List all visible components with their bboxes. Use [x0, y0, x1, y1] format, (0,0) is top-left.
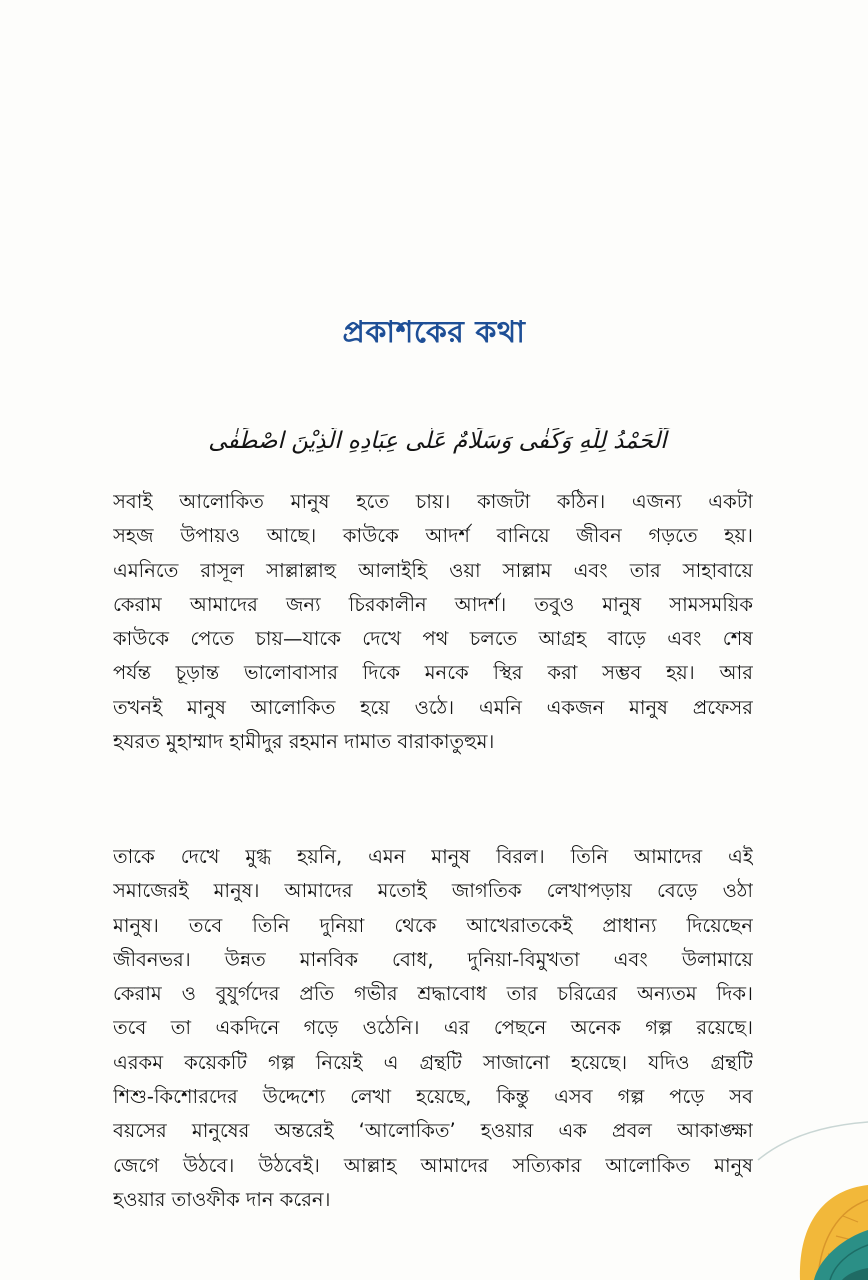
page-title: প্রকাশকের কথা	[342, 315, 526, 350]
text-line: শিশু-কিশোরদের উদ্দেশ্যে লেখা হয়েছে, কিন্তু এসব গল্প পড়ে সব	[113, 1085, 753, 1109]
text-line: হওয়ার তাওফীক দান করেন।	[113, 1187, 331, 1211]
text-line: তবে তা একদিনে গড়ে ওঠেনি। এর পেছনে অনেক গল্প রয়েছে।	[113, 1016, 753, 1040]
leaf-decoration-icon	[728, 1040, 868, 1280]
text-line: সহজ উপায়ও আছে। কাউকে আদর্শ বানিয়ে জীবন গড়তে হয়।	[113, 524, 753, 548]
paragraph-2	[113, 840, 753, 1217]
text-line: পর্যন্ত চূড়ান্ত ভালোবাসার দিকে মনকে স্থির করা সম্ভব হয়। আর	[113, 661, 753, 685]
text-line: বয়সের মানুষের অন্তরেই ‘আলোকিত’ হওয়ার এক প্রবল আকাঙ্ক্ষা	[113, 1119, 753, 1143]
text-line: সবাই আলোকিত মানুষ হতে চায়। কাজটা কঠিন। এজন্য একটা	[113, 490, 753, 513]
arabic-invocation: اَلْحَمْدُ لِلّٰهِ وَكَفٰى وَسَلَامٌ عَلٰى عِبَادِهِ الَّذِيْنَ اصْطَفٰى	[208, 428, 667, 454]
text-line: কেরাম ও বুযুর্গদের প্রতি গভীর শ্রদ্ধাবোধ তার চরিত্রের অন্যতম দিক।	[113, 982, 753, 1006]
text-line: কেরাম আমাদের জন্য চিরকালীন আদর্শ। তবুও মানুষ সামসময়িক	[113, 592, 753, 616]
text-line: এরকম কয়েকটি গল্প নিয়েই এ গ্রন্থটি সাজানো হয়েছে। যদিও গ্রন্থটি	[113, 1050, 753, 1074]
text-line: সমাজেরই মানুষ। আমাদের মতোই জাগতিক লেখাপড়ায় বেড়ে ওঠা	[113, 879, 753, 903]
text-line: তাকে দেখে মুগ্ধ হয়নি, এমন মানুষ বিরল। তিনি আমাদের এই	[113, 845, 753, 868]
paragraph-1	[113, 485, 753, 759]
text-line: তখনই মানুষ আলোকিত হয়ে ওঠে। এমনি একজন মানুষ প্রফেসর	[113, 695, 753, 719]
text-line: জেগে উঠবে। উঠবেই। আল্লাহ আমাদের সত্যিকার আলোকিত মানুষ	[113, 1153, 753, 1177]
text-line: জীবনভর। উন্নত মানবিক বোধ, দুনিয়া-বিমুখতা এবং উলামায়ে	[113, 947, 753, 971]
text-line: কাউকে পেতে চায়—যাকে দেখে পথ চলতে আগ্রহ বাড়ে এবং শেষ	[113, 627, 753, 651]
text-line: হযরত মুহাম্মাদ হামীদুর রহমান দামাত বারাকাতুহুম।	[113, 730, 495, 754]
text-line: এমনিতে রাসূল সাল্লাল্লাহু আলাইহি ওয়া সাল্লাম এবং তার সাহাবায়ে	[113, 558, 753, 582]
text-line: মানুষ। তবে তিনি দুনিয়া থেকে আখেরাতকেই প্রাধান্য দিয়েছেন	[113, 913, 753, 937]
